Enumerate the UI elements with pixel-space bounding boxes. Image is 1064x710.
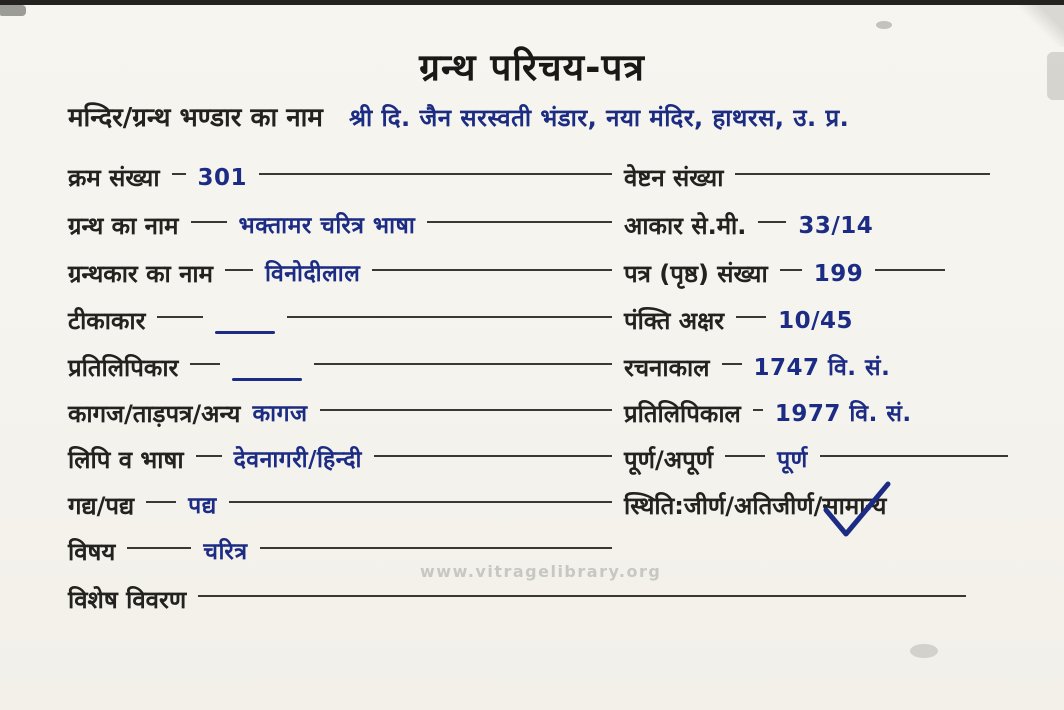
serial-number-value: 301 [197, 165, 248, 191]
book-name-value: भक्तामर चरित्र भाषा [238, 213, 416, 239]
row-script-complete [68, 446, 1022, 482]
row-proseverse-condition [68, 492, 1022, 528]
copy-date-label: प्रतिलिपिकाल [624, 400, 741, 428]
prose-verse-label: गद्य/पद्य [68, 492, 135, 520]
rule [320, 409, 612, 411]
temple-name-row [68, 103, 1034, 134]
author-name-label: ग्रन्थकार का नाम [68, 260, 213, 288]
rule [314, 363, 612, 365]
row-copyist-composition [68, 354, 1022, 390]
page-title: ग्रन्थ परिचय-पत्र [419, 46, 645, 89]
complete-incomplete-label: पूर्ण/अपूर्ण [624, 446, 714, 474]
rule [427, 221, 612, 223]
rule [374, 455, 612, 457]
rule [172, 173, 186, 175]
rule [735, 173, 990, 175]
subject-value: चरित्र [203, 539, 248, 565]
script-language-value: देवनागरी/हिन्दी [233, 447, 362, 473]
row-author-pages [68, 260, 1022, 296]
rule [146, 501, 176, 503]
rule [225, 269, 253, 271]
copyist-blank-dash [232, 378, 302, 381]
rule [190, 363, 220, 365]
rule [725, 455, 765, 457]
special-details-label: विशेष विवरण [68, 586, 187, 614]
complete-incomplete-value: पूर्ण [777, 447, 808, 473]
watermark: www.vitragelibrary.org [420, 562, 662, 581]
scan-blob-top-left [0, 5, 26, 16]
rule [780, 269, 802, 271]
material-label: कागज/ताड़पत्र/अन्य [68, 400, 241, 428]
scan-edge-top [0, 0, 1064, 5]
commentator-blank-dash [215, 331, 275, 334]
rule [198, 595, 966, 597]
rule [372, 269, 612, 271]
rule [157, 316, 203, 318]
rule [260, 547, 612, 549]
row-commentator-lines [68, 307, 1022, 343]
serial-number-label: क्रम संख्या [68, 164, 160, 192]
size-cm-label: आकार से.मी. [624, 212, 747, 240]
rule [875, 269, 945, 271]
rule [753, 409, 763, 411]
author-name-value: विनोदीलाल [265, 261, 361, 287]
composition-date-label: रचनाकाल [624, 354, 710, 382]
row-special-details [68, 586, 1022, 622]
condition-checked-option: सामान्य [822, 492, 887, 520]
temple-name-value: श्री दि. जैन सरस्वती भंडार, नया मंदिर, हाथरस, उ. प्र. [348, 104, 850, 132]
material-value: कागज [252, 401, 308, 427]
rule [127, 547, 191, 549]
rule [259, 173, 612, 175]
page-count-value: 199 [813, 261, 864, 287]
temple-name-label: मन्दिर/ग्रन्थ भण्डार का नाम [68, 103, 323, 133]
rule [722, 363, 742, 365]
rule [196, 455, 222, 457]
size-cm-value: 33/14 [798, 213, 874, 239]
lines-letters-value: 10/45 [778, 308, 854, 334]
scan-smudge-bottom-right [910, 644, 938, 658]
subject-label: विषय [68, 538, 116, 566]
script-language-label: लिपि व भाषा [68, 446, 184, 474]
bundle-number-label: वेष्टन संख्या [624, 164, 724, 192]
copy-date-value: 1977 वि. सं. [774, 401, 912, 427]
book-name-label: ग्रन्थ का नाम [68, 212, 179, 240]
page-count-label: पत्र (पृष्ठ) संख्या [624, 260, 768, 288]
scan-dot-top-right [876, 21, 892, 29]
rule [820, 455, 1008, 457]
prose-verse-value: पद्य [188, 493, 217, 519]
rule [758, 221, 786, 223]
lines-letters-label: पंक्ति अक्षर [624, 307, 725, 335]
rule [229, 501, 612, 503]
rule [736, 316, 766, 318]
rule [191, 221, 227, 223]
row-serial-bundle [68, 164, 1022, 200]
rule [287, 316, 612, 318]
condition-label: स्थिति:जीर्ण/अतिजीर्ण/ [624, 492, 823, 520]
commentator-label: टीकाकार [68, 307, 146, 335]
copyist-label: प्रतिलिपिकार [68, 354, 179, 382]
row-material-copydate [68, 400, 1022, 436]
row-bookname-size [68, 212, 1022, 248]
composition-date-value: 1747 वि. सं. [753, 355, 891, 381]
